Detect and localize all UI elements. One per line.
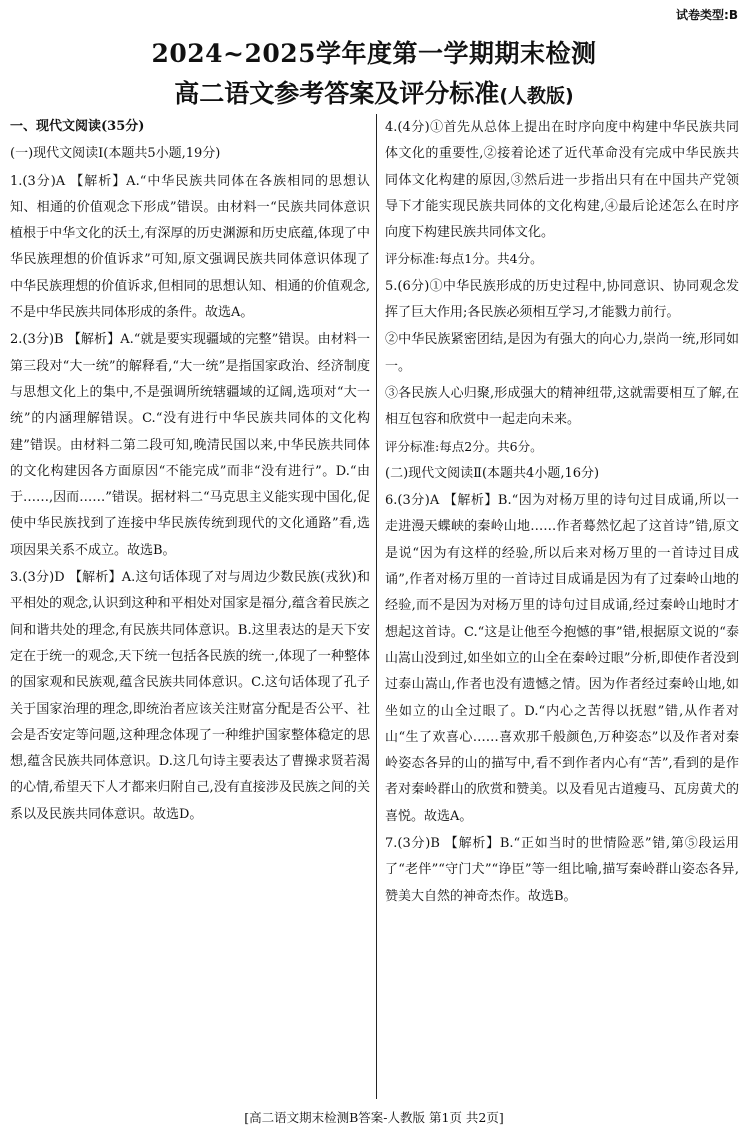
answer-item: 2.(3分)B 【解析】A.“就是要实现疆域的完整”错误。由材料一第三段对“大一统”的解释看,“大一统”是指国家政治、经济制度与思想文化上的集中,不是强调所统辖疆域的辽阔,选项对“大一统”的内涵理解错误。C.“没有进行中华民族共同体的文化构建”错误。由材料二第二段可知,晚清民国以来,中华民族共同体的文化构建因各方面原因“不能完成”而非“没有进行”。D.“由于……,因而……”错误。据材料二“马克思主义能实现中国化,促使中华民族找到了连接中华民族传统到现代的文化通路”看,选项因果关系不成立。故选B。 (10, 332, 370, 558)
right-column (385, 114, 739, 910)
left-column (10, 114, 370, 828)
scoring-note: 评分标准:每点1分。共4分。 (385, 251, 543, 267)
answer-key-title (0, 74, 748, 110)
scoring-note: 评分标准:每点2分。共6分。 (385, 438, 543, 454)
paper-type-label: 试卷类型:B (676, 8, 738, 22)
page-footer: [高二语文期末检测B答案-人教版 第1页 共2页] (244, 1110, 504, 1125)
answer-item: ②中华民族紧密团结,是因为有强大的向心力,崇尚一统,形同如一。 (385, 332, 739, 374)
answer-item: 3.(3分)D 【解析】A.这句话体现了对与周边少数民族(戎狄)和平相处的观念,认识到这种和平相处对国家是福分,蕴含着民族之间和谐共处的理念,有民族共同体意识。B.这里表达的是天下安定在于统一的观念,天下统一包括各民族的统一,体现了一种整体的国家观和民族观,蕴含民族共同体意识。C.这句话体现了孔子关于国家治理的理念,即统治者应该关注财富分配是否公平、社会是否安定等问题,这种理念体现了一种维护国家整体稳定的思想,蕴含民族共同体意识。D.这几句诗主要表达了曹操求贤若渴的心情,希望天下人才都来归附自己,没有直接涉及民族之间的关系以及民族共同体意识。故选D。 (10, 570, 370, 822)
answer-item: 1.(3分)A 【解析】A.“中华民族共同体在各族相同的思想认知、相通的价值观念下形成”错误。由材料一“民族共同体意识植根于中华文化的沃土,有深厚的历史渊源和历史底蕴,体现了中华民族理想的价值诉求”可知,原文强调民族共同体意识体现了中华民族理想的价值诉求,但相同的思想认知、相通的价值观念,不是中华民族共同体形成的条件。故选A。 (10, 173, 370, 321)
column-divider (376, 114, 377, 1099)
answer-item: 4.(4分)①首先从总体上提出在时序向度中构建中华民族共同体文化的重要性,②接着论述了近代革命没有完成中华民族共同体文化构建的原因,③然后进一步指出只有在中国共产党领导下才能实现民族共同体的文化构建,④最后论述怎么在时序向度下构建民族共同体文化。 (385, 120, 739, 241)
answer-item: 6.(3分)A 【解析】B.“因为对杨万里的诗句过目成诵,所以一走进漫天蝶峡的秦岭山地……作者蓦然忆起了这首诗”错,原文是说“因为有这样的经验,所以后来对杨万里的一首诗过目成诵”,作者对杨万里的一首诗过目成诵是因为有了过秦岭山地的经验,而不是因为对杨万里的诗句过目成诵,经过秦岭山地时才想起这首诗。C.“这是让他至今抱憾的事”错,根据原文说的“泰山嵩山没到过,如坐如立的山全在秦岭过眼”分析,即使作者没到过泰山嵩山,作者也没有遗憾之情。因为作者经过秦岭山地,如坐如立的山全过眼了。D.“内心之苦得以抚慰”错,从作者对山“生了欢喜心……喜欢那千般颜色,万种姿态”以及作者对秦岭姿态各异的山的描写中,看不到作者内心有“苦”,看到的是作者对秦岭群山的欣赏和赞美。以及看见古道瘦马、瓦房黄犬的喜悦。故选A。 (385, 493, 739, 824)
edition-label: (人教版) (499, 85, 574, 107)
section-heading: 一、现代文阅读(35分) (10, 119, 145, 134)
subsection-heading: (一)现代文阅读Ⅰ(本题共5小题,19分) (10, 146, 221, 162)
answer-item: ③各民族人心归聚,形成强大的精神纽带,这就需要相互了解,在相互包容和欣赏中一起走向未来。 (385, 385, 739, 428)
answer-key-title-text: 高二语文参考答案及评分标准 (174, 79, 500, 108)
exam-title: 2024~2025学年度第一学期期末检测 (151, 39, 597, 68)
subsection-heading: (二)现代文阅读Ⅱ(本题共4小题,16分) (385, 465, 600, 481)
answer-item: 7.(3分)B 【解析】B.“正如当时的世情险恶”错,第⑤段运用了“老伴”“守门犬”“诤臣”等一组比喻,描写秦岭群山姿态各异,赞美大自然的神奇杰作。故选B。 (385, 836, 739, 904)
answer-item: 5.(6分)①中华民族形成的历史过程中,协同意识、协同观念发挥了巨大作用;各民族必须相互学习,才能戮力前行。 (385, 278, 739, 321)
